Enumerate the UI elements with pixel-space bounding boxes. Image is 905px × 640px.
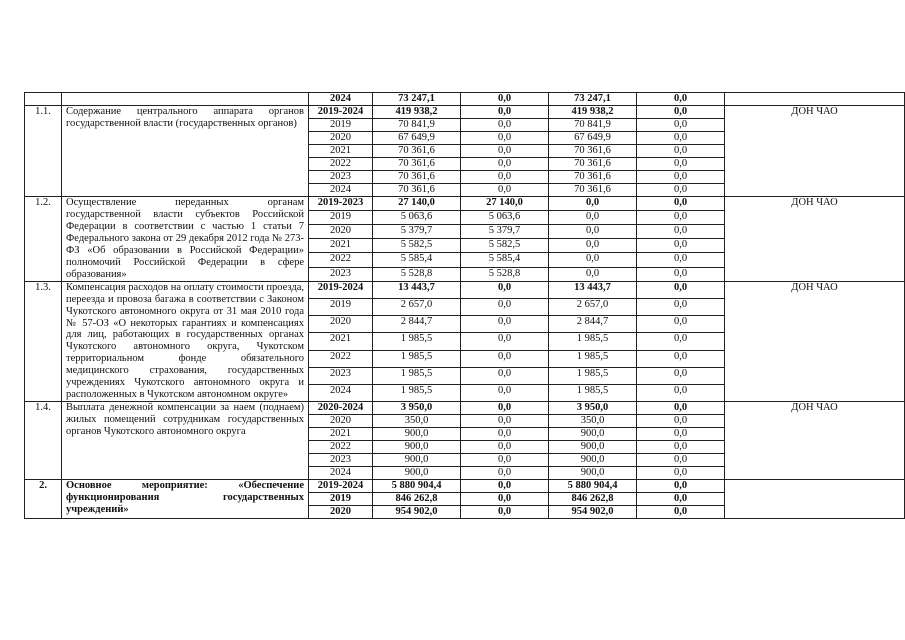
total-cell: 5 528,8 bbox=[373, 267, 461, 281]
federal-cell: 0,0 bbox=[461, 350, 549, 367]
year-cell: 2024 bbox=[309, 384, 373, 401]
regional-cell: 2 844,7 bbox=[549, 316, 637, 333]
item-number: 1.2. bbox=[25, 197, 62, 282]
regional-cell: 350,0 bbox=[549, 415, 637, 428]
regional-cell: 0,0 bbox=[549, 253, 637, 267]
regional-cell: 1 985,5 bbox=[549, 350, 637, 367]
regional-cell: 954 902,0 bbox=[549, 506, 637, 519]
total-cell: 900,0 bbox=[373, 454, 461, 467]
regional-cell: 73 247,1 bbox=[549, 93, 637, 106]
total-cell: 5 880 904,4 bbox=[373, 480, 461, 493]
item-number: 1.1. bbox=[25, 106, 62, 197]
year-cell: 2023 bbox=[309, 454, 373, 467]
table-row bbox=[25, 281, 905, 298]
year-cell: 2020 bbox=[309, 415, 373, 428]
total-cell: 70 841,9 bbox=[373, 119, 461, 132]
regional-cell: 3 950,0 bbox=[549, 402, 637, 415]
total-cell: 1 985,5 bbox=[373, 384, 461, 401]
other-cell: 0,0 bbox=[637, 480, 725, 493]
regional-cell: 846 262,8 bbox=[549, 493, 637, 506]
year-cell: 2019 bbox=[309, 119, 373, 132]
federal-cell: 0,0 bbox=[461, 145, 549, 158]
regional-cell: 13 443,7 bbox=[549, 281, 637, 298]
total-cell: 900,0 bbox=[373, 441, 461, 454]
total-cell: 13 443,7 bbox=[373, 281, 461, 298]
other-cell: 0,0 bbox=[637, 402, 725, 415]
total-cell: 2 657,0 bbox=[373, 298, 461, 315]
total-cell: 1 985,5 bbox=[373, 367, 461, 384]
federal-cell: 0,0 bbox=[461, 171, 549, 184]
total-cell: 70 361,6 bbox=[373, 184, 461, 197]
year-cell: 2024 bbox=[309, 93, 373, 106]
other-cell: 0,0 bbox=[637, 384, 725, 401]
regional-cell: 1 985,5 bbox=[549, 333, 637, 350]
federal-cell: 0,0 bbox=[461, 184, 549, 197]
total-cell: 900,0 bbox=[373, 428, 461, 441]
other-cell: 0,0 bbox=[637, 506, 725, 519]
regional-cell: 70 361,6 bbox=[549, 158, 637, 171]
total-cell: 900,0 bbox=[373, 467, 461, 480]
regional-cell: 0,0 bbox=[549, 197, 637, 211]
federal-cell: 0,0 bbox=[461, 467, 549, 480]
federal-cell: 0,0 bbox=[461, 132, 549, 145]
total-cell: 5 582,5 bbox=[373, 239, 461, 253]
year-cell: 2022 bbox=[309, 350, 373, 367]
regional-cell: 900,0 bbox=[549, 454, 637, 467]
total-cell: 3 950,0 bbox=[373, 402, 461, 415]
item-number: 1.4. bbox=[25, 402, 62, 480]
year-cell: 2019 bbox=[309, 493, 373, 506]
regional-cell: 900,0 bbox=[549, 441, 637, 454]
federal-cell: 0,0 bbox=[461, 506, 549, 519]
total-cell: 5 063,6 bbox=[373, 211, 461, 225]
year-cell: 2024 bbox=[309, 184, 373, 197]
federal-cell: 0,0 bbox=[461, 384, 549, 401]
federal-cell: 0,0 bbox=[461, 158, 549, 171]
total-cell: 73 247,1 bbox=[373, 93, 461, 106]
item-description bbox=[62, 93, 309, 106]
total-cell: 5 379,7 bbox=[373, 225, 461, 239]
item-description: Осуществление переданных органам государственной власти субъектов Российской Федерации в соответствии с частью 1 статьи 7 Федерального закона от 29 декабря 2012 года № 273-ФЗ «Об образовании в Российской Федерации» полномочий Российской Федерации в сфере образования» bbox=[62, 197, 309, 282]
federal-cell: 0,0 bbox=[461, 316, 549, 333]
other-cell: 0,0 bbox=[637, 298, 725, 315]
other-cell: 0,0 bbox=[637, 171, 725, 184]
item-number: 2. bbox=[25, 480, 62, 519]
year-cell: 2021 bbox=[309, 145, 373, 158]
other-cell: 0,0 bbox=[637, 225, 725, 239]
executor-cell: ДОН ЧАО bbox=[725, 106, 905, 197]
regional-cell: 67 649,9 bbox=[549, 132, 637, 145]
federal-cell: 0,0 bbox=[461, 333, 549, 350]
other-cell: 0,0 bbox=[637, 211, 725, 225]
year-cell: 2024 bbox=[309, 467, 373, 480]
year-cell: 2020 bbox=[309, 506, 373, 519]
total-cell: 1 985,5 bbox=[373, 350, 461, 367]
regional-cell: 70 361,6 bbox=[549, 171, 637, 184]
total-cell: 27 140,0 bbox=[373, 197, 461, 211]
regional-cell: 0,0 bbox=[549, 211, 637, 225]
federal-cell: 5 528,8 bbox=[461, 267, 549, 281]
regional-cell: 5 880 904,4 bbox=[549, 480, 637, 493]
other-cell: 0,0 bbox=[637, 333, 725, 350]
federal-cell: 0,0 bbox=[461, 454, 549, 467]
other-cell: 0,0 bbox=[637, 145, 725, 158]
total-cell: 70 361,6 bbox=[373, 158, 461, 171]
item-description: Основное мероприятие: «Обеспечение функционирования государственных учреждений» bbox=[62, 480, 309, 519]
federal-cell: 0,0 bbox=[461, 402, 549, 415]
year-cell: 2021 bbox=[309, 333, 373, 350]
table-row bbox=[25, 93, 905, 106]
table-row bbox=[25, 106, 905, 119]
regional-cell: 419 938,2 bbox=[549, 106, 637, 119]
item-description: Компенсация расходов на оплату стоимости проезда, переезда и провоза багажа в соответствии с Законом Чукотского автономного округа от 31 мая 2010 года № 57-ОЗ «О некоторых гарантиях и компенсациях для лиц, работающих в государственных органах Чукотского автономного округа, Чукотском территориальном фонде обязательного медицинского страхования, государственных учреждениях Чукотского автономного округа и расположенных в Чукотском автономном округе» bbox=[62, 281, 309, 402]
year-cell: 2021 bbox=[309, 428, 373, 441]
item-description: Выплата денежной компенсации за наем (поднаем) жилых помещений сотрудникам государственных органов Чукотского автономного округа bbox=[62, 402, 309, 480]
year-cell: 2019-2024 bbox=[309, 106, 373, 119]
other-cell: 0,0 bbox=[637, 493, 725, 506]
year-cell: 2019 bbox=[309, 211, 373, 225]
federal-cell: 0,0 bbox=[461, 480, 549, 493]
other-cell: 0,0 bbox=[637, 441, 725, 454]
other-cell: 0,0 bbox=[637, 239, 725, 253]
other-cell: 0,0 bbox=[637, 267, 725, 281]
regional-cell: 70 361,6 bbox=[549, 145, 637, 158]
other-cell: 0,0 bbox=[637, 184, 725, 197]
federal-cell: 5 582,5 bbox=[461, 239, 549, 253]
federal-cell: 0,0 bbox=[461, 119, 549, 132]
federal-cell: 0,0 bbox=[461, 415, 549, 428]
regional-cell: 70 361,6 bbox=[549, 184, 637, 197]
item-description: Содержание центрального аппарата органов государственной власти (государственных органов) bbox=[62, 106, 309, 197]
table-row bbox=[25, 197, 905, 211]
year-cell: 2019-2024 bbox=[309, 281, 373, 298]
other-cell: 0,0 bbox=[637, 119, 725, 132]
total-cell: 419 938,2 bbox=[373, 106, 461, 119]
total-cell: 954 902,0 bbox=[373, 506, 461, 519]
other-cell: 0,0 bbox=[637, 93, 725, 106]
federal-cell: 0,0 bbox=[461, 106, 549, 119]
item-number: 1.3. bbox=[25, 281, 62, 402]
budget-table bbox=[24, 92, 905, 519]
executor-cell bbox=[725, 93, 905, 106]
total-cell: 67 649,9 bbox=[373, 132, 461, 145]
year-cell: 2022 bbox=[309, 158, 373, 171]
year-cell: 2023 bbox=[309, 367, 373, 384]
other-cell: 0,0 bbox=[637, 132, 725, 145]
total-cell: 5 585,4 bbox=[373, 253, 461, 267]
year-cell: 2022 bbox=[309, 441, 373, 454]
federal-cell: 0,0 bbox=[461, 281, 549, 298]
federal-cell: 0,0 bbox=[461, 428, 549, 441]
year-cell: 2020 bbox=[309, 132, 373, 145]
executor-cell: ДОН ЧАО bbox=[725, 402, 905, 480]
federal-cell: 0,0 bbox=[461, 441, 549, 454]
other-cell: 0,0 bbox=[637, 367, 725, 384]
year-cell: 2020 bbox=[309, 316, 373, 333]
year-cell: 2019 bbox=[309, 298, 373, 315]
federal-cell: 5 585,4 bbox=[461, 253, 549, 267]
regional-cell: 70 841,9 bbox=[549, 119, 637, 132]
total-cell: 846 262,8 bbox=[373, 493, 461, 506]
other-cell: 0,0 bbox=[637, 197, 725, 211]
federal-cell: 0,0 bbox=[461, 93, 549, 106]
other-cell: 0,0 bbox=[637, 253, 725, 267]
federal-cell: 27 140,0 bbox=[461, 197, 549, 211]
executor-cell: ДОН ЧАО bbox=[725, 197, 905, 282]
item-number bbox=[25, 93, 62, 106]
total-cell: 2 844,7 bbox=[373, 316, 461, 333]
federal-cell: 5 379,7 bbox=[461, 225, 549, 239]
total-cell: 1 985,5 bbox=[373, 333, 461, 350]
regional-cell: 0,0 bbox=[549, 239, 637, 253]
federal-cell: 0,0 bbox=[461, 367, 549, 384]
other-cell: 0,0 bbox=[637, 467, 725, 480]
table-row bbox=[25, 402, 905, 415]
other-cell: 0,0 bbox=[637, 415, 725, 428]
other-cell: 0,0 bbox=[637, 350, 725, 367]
regional-cell: 900,0 bbox=[549, 467, 637, 480]
regional-cell: 1 985,5 bbox=[549, 384, 637, 401]
year-cell: 2019-2024 bbox=[309, 480, 373, 493]
year-cell: 2023 bbox=[309, 267, 373, 281]
other-cell: 0,0 bbox=[637, 316, 725, 333]
total-cell: 70 361,6 bbox=[373, 145, 461, 158]
executor-cell bbox=[725, 480, 905, 519]
federal-cell: 0,0 bbox=[461, 493, 549, 506]
other-cell: 0,0 bbox=[637, 428, 725, 441]
year-cell: 2020-2024 bbox=[309, 402, 373, 415]
table-row bbox=[25, 480, 905, 493]
year-cell: 2020 bbox=[309, 225, 373, 239]
total-cell: 70 361,6 bbox=[373, 171, 461, 184]
other-cell: 0,0 bbox=[637, 281, 725, 298]
federal-cell: 0,0 bbox=[461, 298, 549, 315]
year-cell: 2022 bbox=[309, 253, 373, 267]
other-cell: 0,0 bbox=[637, 454, 725, 467]
regional-cell: 0,0 bbox=[549, 267, 637, 281]
year-cell: 2023 bbox=[309, 171, 373, 184]
executor-cell: ДОН ЧАО bbox=[725, 281, 905, 402]
total-cell: 350,0 bbox=[373, 415, 461, 428]
year-cell: 2019-2023 bbox=[309, 197, 373, 211]
regional-cell: 900,0 bbox=[549, 428, 637, 441]
federal-cell: 5 063,6 bbox=[461, 211, 549, 225]
other-cell: 0,0 bbox=[637, 158, 725, 171]
year-cell: 2021 bbox=[309, 239, 373, 253]
regional-cell: 0,0 bbox=[549, 225, 637, 239]
regional-cell: 2 657,0 bbox=[549, 298, 637, 315]
regional-cell: 1 985,5 bbox=[549, 367, 637, 384]
other-cell: 0,0 bbox=[637, 106, 725, 119]
